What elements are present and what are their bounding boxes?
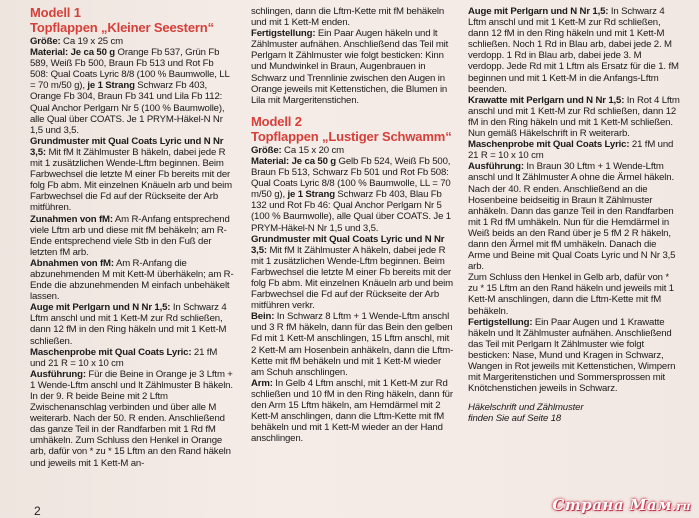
model2-basic-pattern: Grundmuster mit Qual Coats Lyric und N Nr 3,5: Mit fM lt Zählmuster A häkeln, dabei jede R mit 1 zusätzlichen Wende-Lftm beginnen. Beim Farbwechsel die letzte M einer Fb bereits mit der folg Fb abm. Mit einzelnen Knäueln arb und beim Farbwechsel die Fd auf der Rückseite der Arb mitführen verkr. <box>251 233 454 312</box>
column-1 <box>30 6 234 469</box>
page-number: 2 <box>34 504 41 518</box>
model1-finishing: Fertigstellung: Ein Paar Augen häkeln und lt Zählmuster aufnähen. Anschließend das Teil mit Perlgarn lt Zählmuster wie folgt besticken: Kinn und Mundwinkel in Braun, Augenbrauen in Schwarz und Trennlinie zwischen den Augen in Orange jeweils mit Kettenstichen, die Blumen in Lila mit Margeritenstichen. <box>251 28 449 106</box>
model2-material: Material: Je ca 50 g Gelb Fb 524, Weiß Fb 500, Braun Fb 513, Schwarz Fb 501 und Rot Fb 508: Qual Coats Lyric 8/8 (100 % Baumwolle, LL = 70 m/50 g), je 1 Strang Schwarz Fb 403, Blau Fb 132 und Rot Fb 46: Qual Anchor Perlgarn Nr 5 (100 % Baumwolle), alle Qual über COATS. Je 1 PRYM-Häkel-N Nr 1,5 und 3,5. <box>251 155 451 234</box>
column-2 <box>251 6 454 444</box>
model1-increases: Zunahmen von fM: Am R-Anfang entsprechend viele Lftm arb und diese mit fM behäkeln; am R-Ende entsprechend viele Stb in den Fuß der letzten fM arb. <box>30 213 230 258</box>
model1-material: Material: Je ca 50 g Orange Fb 537, Grün Fb 589, Weiß Fb 500, Braun Fb 513 und Rot Fb 508: Qual Coats Lyric 8/8 (100 % Baumwolle, LL = 70 m/50 g), je 1 Strang Schwarz Fb 403, Orange Fb 304, Braun Fb 341 und Lila Fb 112: Qual Anchor Perlgarn Nr 5 (100 % Baumwolle), alle Qual über COATS. Je 1 PRYM-Häkel-N Nr 1,5 und 3,5. <box>30 47 230 136</box>
chart-reference-note: Häkelschrift und Zählmuster finden Sie auf Seite 18 <box>468 402 584 425</box>
model1-instructions-cont: schlingen, dann die Lftm-Kette mit fM behäkeln und mit 1 Kett-M enden. <box>251 6 445 29</box>
model2-gauge: Maschenprobe mit Qual Coats Lyric: 21 fM und 21 R = 10 x 10 cm <box>468 139 674 162</box>
model1-size: Größe: Ca 19 x 25 cm <box>30 36 123 47</box>
model1-instructions: Ausführung: Für die Beine in Orange je 3 Lftm + 1 Wende-Lftm anschl und lt Zählmuster B häkeln. In der 9. R beide Beine mit 2 Lftm Zwischenanschlag verbinden und über alle M weiterarb. Nach der 50. R enden. Anschließend das ganze Teil in der Randfarben mit 1 Rd fM umhäkeln. Zum Schluss den Henkel in Orange arb, dafür von * zu * 15 Lftm an den Rand häkeln und jeweils mit 1 Kett-M an- <box>30 368 233 469</box>
model2-leg: Bein: In Schwarz 8 Lftm + 1 Wende-Lftm anschl und 3 R fM häkeln, dann für das Bein den gelben Fd mit 1 Kett-M anschlingen, 15 Lftm anschl, mit 2 Kett-M am Hosenbein anhäkeln, dann die Lftm-Kette mit fM behäkeln und mit 1 Kett-M wieder am Schuh anschlingen. <box>251 311 454 378</box>
model2-title: Topflappen „Lustiger Schwamm“ <box>251 128 452 144</box>
model2-arm: Arm: In Gelb 4 Lftm anschl, mit 1 Kett-M zur Rd schließen und 10 fM in den Ring häkeln, dann für den Arm 15 Lftm häkeln, am Hemdärmel mit 2 Kett-M anschlingen, dann die Lftm-Kette mit fM behäkeln und mit 1 Kett-M wieder an der Hand anschlingen. <box>251 377 453 445</box>
model2-tie: Krawatte mit Perlgarn und N Nr 1,5: In Rot 4 Lftm anschl und mit 1 Kett-M zur Rd schließen, dann 12 fM in den Ring häkeln und mit 1 Kett-M schließen. Nun gemäß Häkelschrift in R weiterarb. <box>468 94 680 140</box>
column-3 <box>468 6 680 424</box>
model1-eye: Auge mit Perlgarn und N Nr 1,5: In Schwarz 4 Lftm anschl und mit 1 Kett-M zur Rd schließen, dann 12 fM in den Ring häkeln und mit 1 Kett-M schließen. <box>30 302 227 347</box>
model2-instructions: Ausführung: In Braun 30 Lftm + 1 Wende-Lftm anschl und lt Zählmuster A ohne die Ärmel häkeln. Nach der 40. R enden. Anschließend an die Hosenbeine beidseitig in Braun lt Zählmuster anhäkeln. Dann das ganze Teil in den Randfarben mit 1 Rd fM umhäkeln. Nun für die Hemdärmel in Weiß beids an den Rand über je 5 fM 2 R häkeln, dann den Ärmel mit fM umhäkeln. Danach die Arme und Beine mit Qual Coats Lyric und N Nr 3,5 arb. <box>468 161 676 273</box>
watermark-logo: Страна Мам.ru <box>552 496 691 514</box>
model1-decreases: Abnahmen von fM: Am R-Anfang die abzunehmenden M mit Kett-M überhäkeln; am R-Ende die abzunehmenden M einfach unbehäkelt lassen. <box>30 257 234 303</box>
model1-heading: Modell 1 <box>30 5 81 20</box>
model2-size: Größe: Ca 15 x 20 cm <box>251 144 344 156</box>
model2-finishing: Fertigstellung: Ein Paar Augen und 1 Krawatte häkeln und lt Zählmuster aufnähen. Anschließend das Teil mit Perlgarn lt Zählmuster wie folgt besticken: Nase, Mund und Kragen in Schwarz, Wangen in Rot jeweils mit Kettenstichen, Wimpern mit Margeritenstichen und Sommersprossen mit Knötchenstichen jeweils in Schwarz. <box>468 316 676 395</box>
model1-gauge: Maschenprobe mit Qual Coats Lyric: 21 fM und 21 R = 10 x 10 cm <box>30 346 218 369</box>
model2-instructions-2: Zum Schluss den Henkel in Gelb arb, dafür von * zu * 15 Lftm an den Rand häkeln und jeweils mit 1 Kett-M anschlingen, dann die Lftm-Kette mit fM behäkeln. <box>468 272 674 317</box>
model1-basic-pattern: Grundmuster mit Qual Coats Lyric und N Nr 3,5: Mit fM lt Zählmuster B häkeln, dabei jede R mit 1 zusätzlichen Wende-Lftm beginnen. Beim Farbwechsel die letzte M einer Fb bereits mit der folg Fb abm. Mit einzelnen Knäueln arb und beim Farbwechsel die Fd auf der Rückseite der Arb mitführen. <box>30 135 233 214</box>
model2-eye: Auge mit Perlgarn und N Nr 1,5: In Schwarz 4 Lftm anschl und mit 1 Kett-M zur Rd schließen, dann 12 fM in den Ring häkeln und mit 1 Kett-M schließen. Noch 1 Rd in Blau arb, dabei jede 2. M verdopp. 1 Rd in Blau arb, dabei jede 3. M verdopp. Jede Rd mit 1 Lftm als Ersatz für die 1. fM beginnen und mit 1 Kett-M in die Anfangs-Lftm beenden. <box>468 6 679 95</box>
model2-heading: Modell 2 <box>251 113 302 129</box>
model1-title: Topflappen „Kleiner Seestern“ <box>30 20 214 35</box>
